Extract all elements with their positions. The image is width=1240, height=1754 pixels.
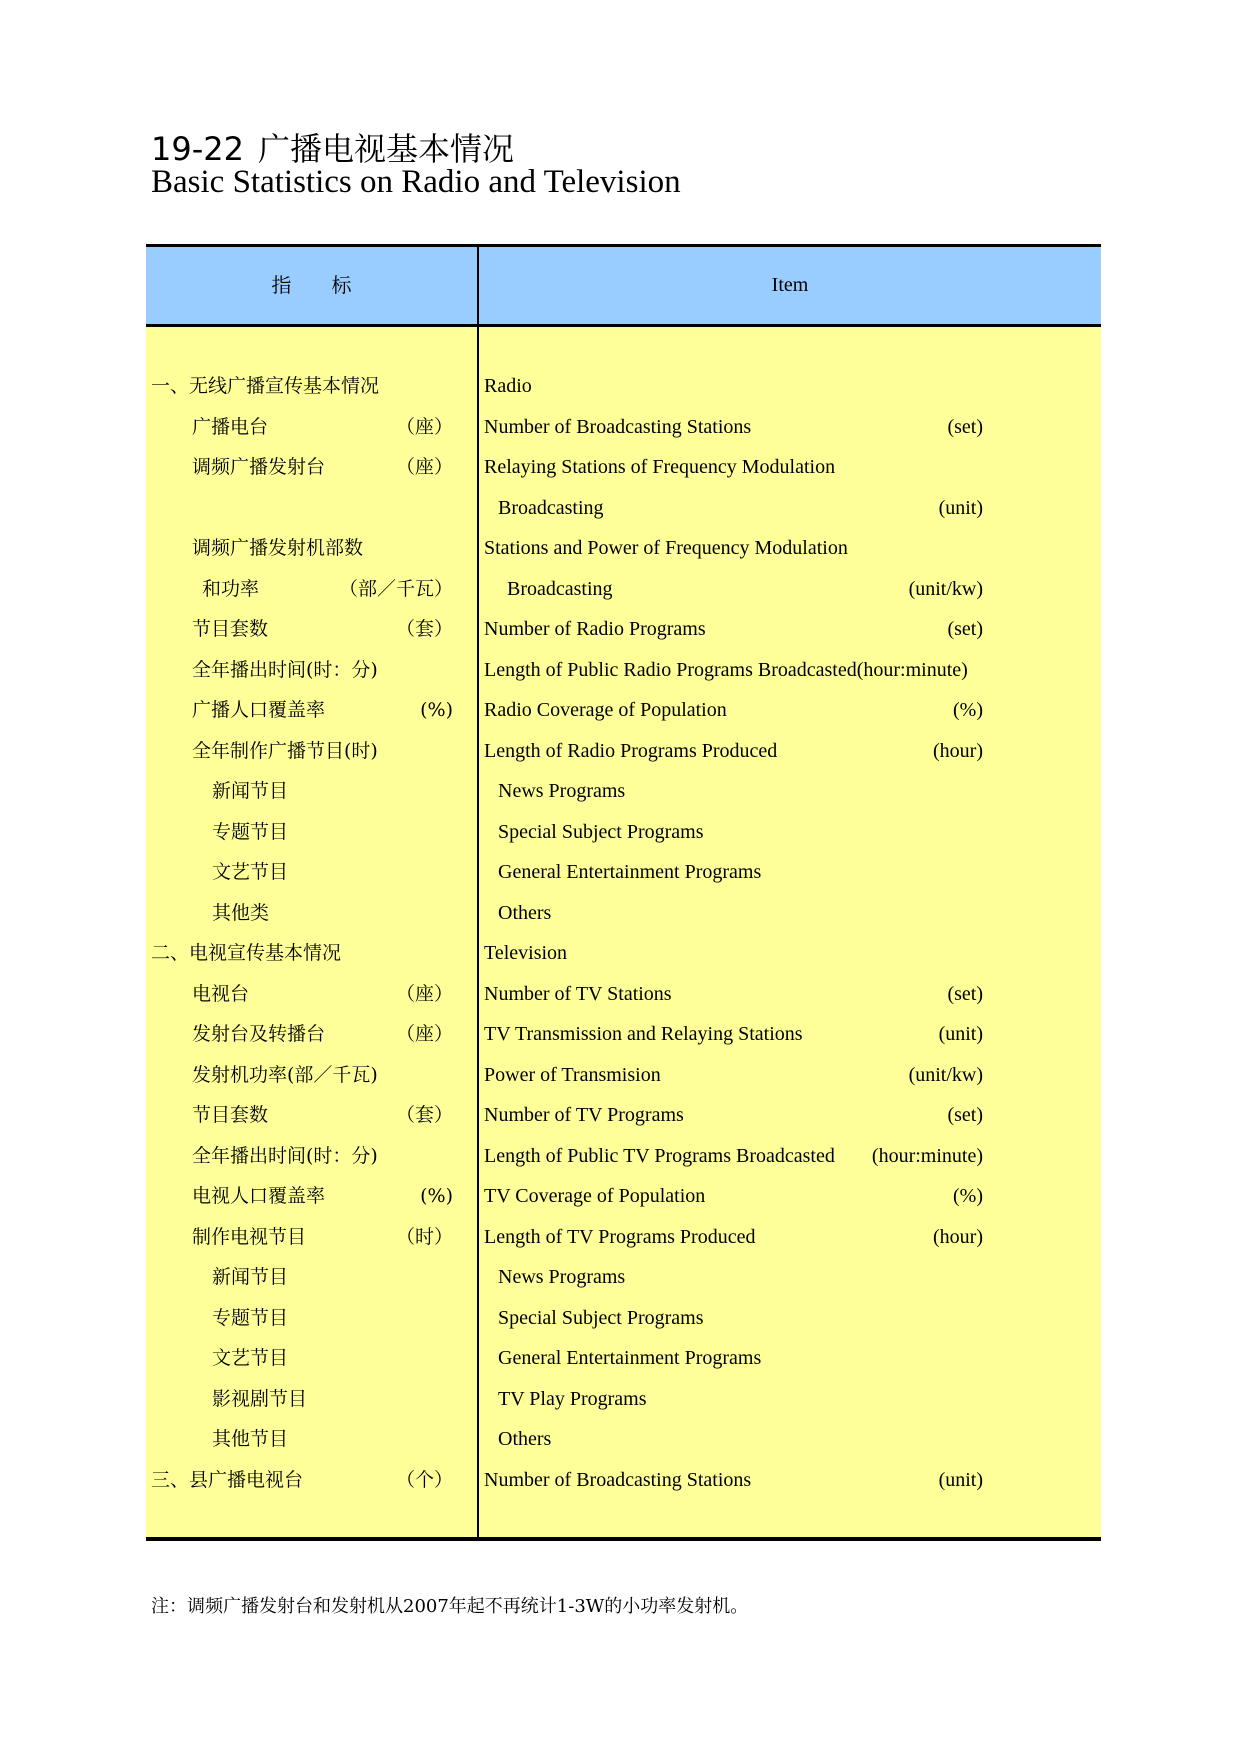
table-row (146, 893, 1101, 933)
item-english: TV Play Programs (498, 1387, 647, 1410)
item-english: Television (484, 942, 568, 964)
table-row (146, 690, 1101, 730)
table-row (146, 812, 1101, 852)
title-chinese-text: 广播电视基本情况 (257, 130, 514, 168)
indicator-chinese: 全年播出时间(时：分) (192, 1144, 378, 1167)
indicator-chinese: 广播电台 (192, 415, 269, 438)
item-unit-english: (%) (953, 1185, 983, 1207)
item-english: Number of Broadcasting Stations (484, 415, 752, 438)
item-unit-english: (set) (947, 415, 983, 438)
item-english: Power of Transmision (484, 1063, 661, 1086)
table-row (146, 1257, 1101, 1297)
item-unit-english: (unit) (938, 1023, 983, 1045)
item-english: Special Subject Programs (498, 1306, 704, 1329)
indicator-chinese: 全年制作广播节目(时) (192, 739, 378, 762)
indicator-unit-chinese: （个） (395, 1468, 453, 1491)
item-unit-english: (hour) (933, 1225, 983, 1248)
indicator-chinese: 三、县广播电视台 (151, 1468, 304, 1491)
statistics-table (146, 244, 1101, 1541)
item-english: Relaying Stations of Frequency Modulation (484, 456, 836, 478)
table-number: 19-22 (151, 130, 244, 168)
table-row (146, 974, 1101, 1014)
indicator-chinese: 制作电视节目 (192, 1225, 307, 1248)
item-unit-english: (hour) (933, 739, 983, 762)
table-row (146, 650, 1101, 690)
item-english: Radio Coverage of Population (484, 699, 727, 721)
table-row (146, 1460, 1101, 1500)
item-english: Length of Public Radio Programs Broadcasted(hour:minute) (484, 658, 968, 681)
indicator-chinese: 影视剧节目 (212, 1387, 308, 1410)
table-row (146, 1055, 1101, 1095)
item-english: Length of Radio Programs Produced (484, 739, 778, 762)
item-unit-english: (%) (953, 699, 983, 721)
indicator-unit-chinese: （座） (395, 456, 453, 478)
indicator-chinese: 全年播出时间(时：分) (192, 658, 378, 681)
item-english: Length of Public TV Programs Broadcasted (484, 1144, 835, 1167)
indicator-chinese: 广播人口覆盖率 (192, 699, 326, 721)
table-row (146, 1338, 1101, 1378)
table-header (146, 247, 1101, 327)
table-row (146, 1095, 1101, 1135)
indicator-chinese: 其他类 (212, 901, 270, 924)
table-row (146, 1136, 1101, 1176)
indicator-chinese: 专题节目 (212, 820, 289, 843)
indicator-unit-chinese: （套） (395, 1104, 453, 1126)
indicator-chinese: 调频广播发射台 (192, 456, 326, 478)
footnote: 注：调频广播发射台和发射机从2007年起不再统计1-3W的小功率发射机。 (151, 1596, 749, 1617)
indicator-chinese: 文艺节目 (212, 1347, 289, 1369)
item-english: Special Subject Programs (498, 820, 704, 843)
indicator-chinese: 和功率 (202, 577, 260, 600)
indicator-unit-chinese: （套） (395, 618, 453, 640)
header-item: Item (771, 274, 809, 296)
item-english: News Programs (498, 780, 626, 802)
item-english: Radio (484, 375, 532, 397)
item-english: Others (498, 1428, 552, 1450)
table-row (146, 731, 1101, 771)
indicator-unit-chinese: (%) (420, 699, 453, 721)
item-english: Stations and Power of Frequency Modulation (484, 537, 848, 559)
item-english: Number of Radio Programs (484, 618, 706, 640)
indicator-chinese: 其他节目 (212, 1428, 289, 1450)
table-row (146, 488, 1101, 528)
item-unit-english: (set) (947, 982, 983, 1005)
item-unit-english: (unit/kw) (908, 577, 983, 600)
indicator-unit-chinese: (%) (420, 1185, 453, 1207)
table-row (146, 447, 1101, 487)
item-english: General Entertainment Programs (498, 861, 762, 883)
table-row (146, 1217, 1101, 1257)
item-english: Number of Broadcasting Stations (484, 1468, 752, 1491)
indicator-chinese: 发射机功率(部／千瓦) (192, 1063, 378, 1086)
indicator-chinese: 新闻节目 (212, 780, 289, 802)
table-row (146, 1014, 1101, 1054)
indicator-unit-chinese: （座） (395, 1023, 453, 1045)
item-unit-english: (unit) (938, 1468, 983, 1491)
indicator-chinese: 新闻节目 (212, 1266, 289, 1288)
item-unit-english: (set) (947, 1104, 983, 1126)
indicator-chinese: 二、电视宣传基本情况 (151, 942, 342, 964)
table-row (146, 1419, 1101, 1459)
item-english: TV Transmission and Relaying Stations (484, 1023, 803, 1045)
indicator-unit-chinese: （时） (395, 1225, 453, 1248)
indicator-chinese: 一、无线广播宣传基本情况 (151, 375, 380, 397)
title-english: Basic Statistics on Radio and Television (151, 164, 681, 200)
item-english: General Entertainment Programs (498, 1347, 762, 1369)
item-english: TV Coverage of Population (484, 1185, 706, 1207)
table-row (146, 771, 1101, 811)
indicator-chinese: 节目套数 (192, 618, 269, 640)
item-english: Broadcasting (507, 577, 613, 600)
indicator-chinese: 电视人口覆盖率 (192, 1185, 326, 1207)
table-row (146, 407, 1101, 447)
table-row (146, 569, 1101, 609)
item-unit-english: (set) (947, 618, 983, 640)
indicator-unit-chinese: （部／千瓦） (338, 577, 453, 600)
item-english: News Programs (498, 1266, 626, 1288)
table-row (146, 933, 1101, 973)
indicator-chinese: 专题节目 (212, 1306, 289, 1329)
table-row (146, 609, 1101, 649)
table-row (146, 1298, 1101, 1338)
item-english: Number of TV Programs (484, 1104, 684, 1126)
header-indicator: 指 标 (271, 273, 352, 297)
item-unit-english: (hour:minute) (871, 1144, 983, 1167)
table-row (146, 528, 1101, 568)
item-english: Others (498, 901, 552, 924)
indicator-chinese: 发射台及转播台 (192, 1023, 326, 1045)
table-row (146, 852, 1101, 892)
indicator-chinese: 调频广播发射机部数 (192, 537, 364, 559)
item-unit-english: (unit/kw) (908, 1063, 983, 1086)
indicator-unit-chinese: （座） (395, 982, 453, 1005)
indicator-chinese: 文艺节目 (212, 861, 289, 883)
indicator-chinese: 电视台 (192, 982, 250, 1005)
indicator-chinese: 节目套数 (192, 1104, 269, 1126)
indicator-unit-chinese: （座） (395, 415, 453, 438)
table-row (146, 366, 1101, 406)
item-unit-english: (unit) (938, 496, 983, 519)
table-row (146, 1176, 1101, 1216)
item-english: Number of TV Stations (484, 982, 672, 1005)
item-english: Broadcasting (498, 496, 604, 519)
item-english: Length of TV Programs Produced (484, 1225, 756, 1248)
table-row (146, 1379, 1101, 1419)
